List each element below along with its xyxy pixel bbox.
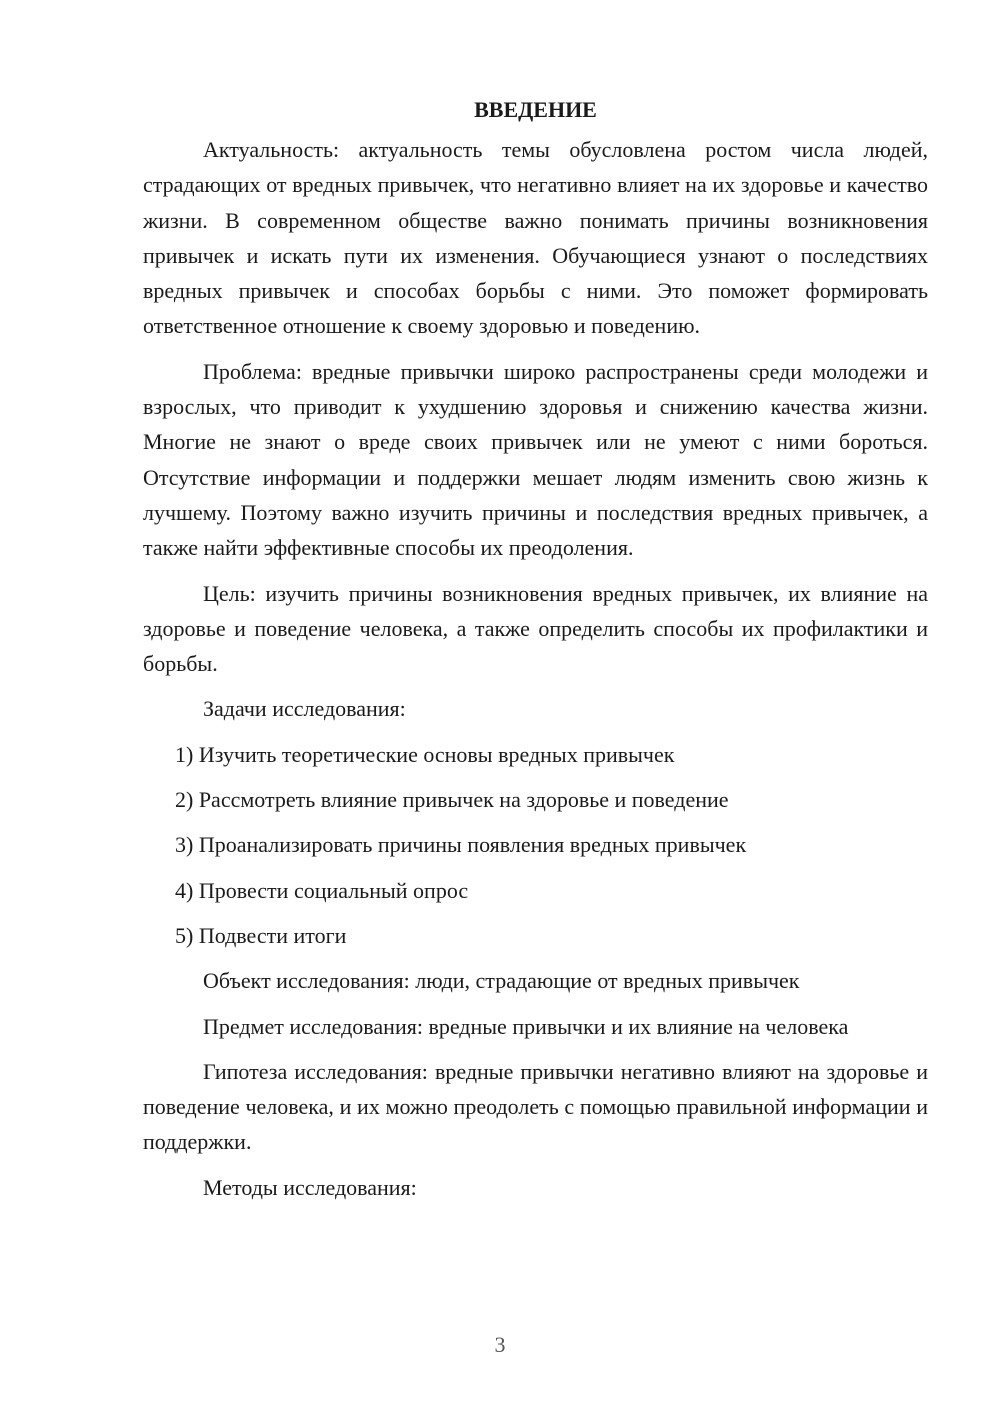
task-item: 1) Изучить теоретические основы вредных привычек bbox=[175, 741, 675, 767]
methods-title: Методы исследования: bbox=[203, 1174, 417, 1200]
subject-paragraph: Предмет исследования: вредные привычки и их влияние на человека bbox=[203, 1013, 849, 1039]
page-number: 3 bbox=[494, 1332, 506, 1357]
task-item: 4) Провести социальный опрос bbox=[175, 877, 469, 903]
object-paragraph: Объект исследования: люди, страдающие от вредных привычек bbox=[203, 968, 800, 994]
task-item: 2) Рассмотреть влияние привычек на здоровье и поведение bbox=[175, 787, 729, 813]
task-item: 5) Подвести итоги bbox=[175, 922, 347, 948]
page-title: ВВЕДЕНИЕ bbox=[474, 97, 597, 122]
goal-paragraph: Цель: изучить причины возникновения вредных привычек, их влияние на здоровье и поведение человека, а также определить способы их профилактики и борьбы. bbox=[143, 580, 928, 677]
hypothesis-paragraph: Гипотеза исследования: вредные привычки негативно влияют на здоровье и поведение человека, и их можно преодолеть с помощью правильной информации и поддержки. bbox=[143, 1058, 928, 1155]
document-page bbox=[143, 92, 928, 1215]
tasks-title: Задачи исследования: bbox=[203, 696, 406, 722]
task-item: 3) Проанализировать причины появления вредных привычек bbox=[175, 832, 747, 858]
relevance-paragraph: Актуальность: актуальность темы обусловлена ростом числа людей, страдающих от вредных привычек, что негативно влияет на их здоровье и качество жизни. В современном обществе важно понимать причины возникновения привычек и искать пути их изменения. Обучающиеся узнают о последствиях вредных привычек и способах борьбы с ними. Это поможет формировать ответственное отношение к своему здоровью и поведению. bbox=[143, 137, 928, 339]
problem-paragraph: Проблема: вредные привычки широко распространены среди молодежи и взрослых, что приводит к ухудшению здоровья и снижению качества жизни. Многие не знают о вреде своих привычек или не умеют с ними бороться. Отсутствие информации и поддержки мешает людям изменить свою жизнь к лучшему. Поэтому важно изучить причины и последствия вредных привычек, а также найти эффективные способы их преодоления. bbox=[143, 358, 928, 561]
tasks-list bbox=[143, 737, 928, 953]
